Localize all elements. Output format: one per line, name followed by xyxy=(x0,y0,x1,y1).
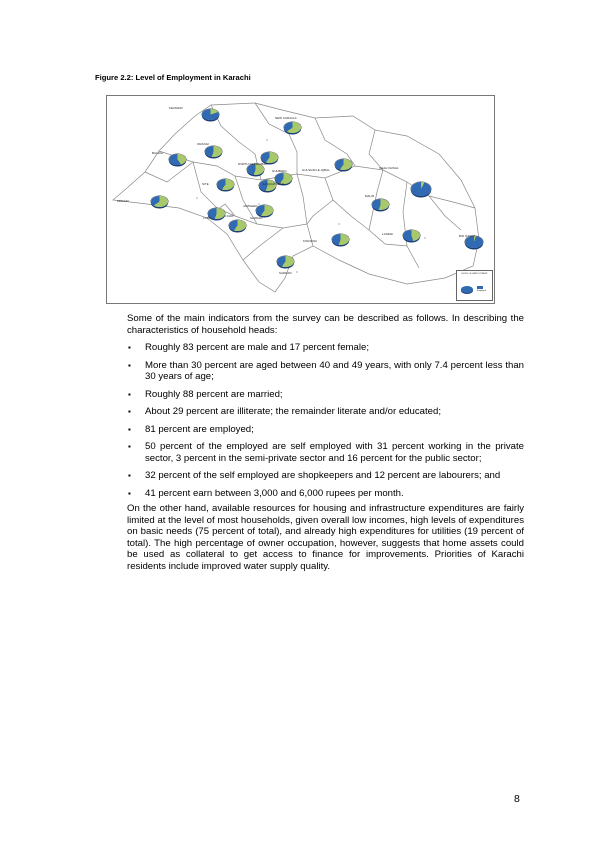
list-item: ▪ About 29 percent are illiterate; the remainder literate and/or educated; xyxy=(128,406,441,417)
bullet-icon: ▪ xyxy=(128,360,131,370)
pie-chart xyxy=(411,182,431,196)
map-label: GULBERG xyxy=(272,169,287,173)
bullet-icon: ▪ xyxy=(128,424,131,434)
indicator-list xyxy=(127,342,524,499)
map-label: LYARI xyxy=(203,216,212,220)
map-label: ORANGI xyxy=(197,142,210,146)
map-label: SADDAR xyxy=(279,271,292,275)
pie-chart xyxy=(277,256,294,267)
closing-paragraph: On the other hand, available resources for housing and infrastructure expenditures are fairly limited at the level of most households, given overall low incomes, high levels of expenditures on basic needs (75 percent of total), and already high expenditures for utilities (19 percent of total). The high percentage of owner occupation, however, suggests that home assets could be used as collateral to get access to finance for improvements. Priorities of Karachi residents include improved water supply quality. xyxy=(127,503,524,572)
map-label: BIN QASIM xyxy=(459,234,475,238)
pie-chart xyxy=(372,199,389,210)
bullet-icon: ▪ xyxy=(128,343,131,352)
pie-chart xyxy=(169,154,186,165)
legend-item-label: Employed xyxy=(477,290,486,292)
pie-chart xyxy=(202,109,219,120)
list-item: ▪ 81 percent are employed; xyxy=(128,423,254,435)
legend-pie-icon xyxy=(461,286,473,293)
map-label: SADDAR xyxy=(250,216,263,220)
pie-chart-layer xyxy=(107,96,494,303)
bullet-icon: ▪ xyxy=(128,471,131,480)
map-label: SHAH FAISAL xyxy=(379,166,399,170)
map-label: LYARI xyxy=(225,214,234,218)
bullet-icon: ▪ xyxy=(128,407,131,416)
map-label: NEW KARACHI xyxy=(275,116,297,120)
map-label: GULSHAN-E-IQBAL xyxy=(302,168,330,172)
map-label: LIAQUATABAD xyxy=(263,182,284,186)
legend-swatch xyxy=(477,286,483,289)
pie-chart xyxy=(217,179,234,190)
list-item: ▪ Roughly 83 percent are male and 17 percent female; xyxy=(128,342,369,353)
pie-chart xyxy=(284,122,301,133)
list-item: ▪ 50 percent of the employed are self employed with 31 percent working in the private sector, 3 percent in the semi-private sector and 16 percent for the public sector; xyxy=(128,441,524,464)
map-label: MALIR xyxy=(365,194,375,198)
pie-chart xyxy=(256,205,273,216)
bullet-icon: ▪ xyxy=(128,488,131,498)
pie-chart xyxy=(332,234,349,245)
legend-title: LEVEL OF EMPLOYMENT xyxy=(461,273,488,275)
list-item: ▪ 41 percent earn between 3,000 and 6,000 rupees per month. xyxy=(128,487,404,499)
intro-paragraph: Some of the main indicators from the survey can be described as follows. In describing the characteristics of household heads: xyxy=(127,313,524,336)
pie-chart xyxy=(403,230,420,241)
map-label: KEMARI xyxy=(117,199,129,203)
pie-chart xyxy=(229,220,246,231)
body-text xyxy=(127,313,524,572)
bullet-icon: ▪ xyxy=(128,442,131,451)
figure-title: Figure 2.2: Level of Employment in Karachi xyxy=(95,73,251,82)
map-label: JAMSHED xyxy=(243,204,258,208)
map-label: SITE xyxy=(202,182,209,186)
map-label: BALDIA xyxy=(152,151,163,155)
pie-chart xyxy=(335,159,352,170)
list-item: ▪ More than 30 percent are aged between 40 and 49 years, with only 7.4 percent less than 30 years of age; xyxy=(128,359,524,382)
map-legend xyxy=(456,270,493,301)
page-number: 8 xyxy=(514,793,520,805)
map-label: KEAMARI xyxy=(169,106,183,110)
karachi-employment-map xyxy=(106,95,495,304)
pie-chart xyxy=(205,146,222,157)
map-label: NORTH NAZIMABAD xyxy=(238,162,268,166)
pie-chart xyxy=(151,196,168,207)
bullet-icon: ▪ xyxy=(128,389,131,399)
list-item: ▪ Roughly 88 percent are married; xyxy=(128,388,283,400)
map-label: LANDHI xyxy=(382,232,394,236)
list-item: ▪ 32 percent of the self employed are shopkeepers and 12 percent are labourers; and xyxy=(128,470,501,481)
map-label: KORANGI xyxy=(303,239,318,243)
